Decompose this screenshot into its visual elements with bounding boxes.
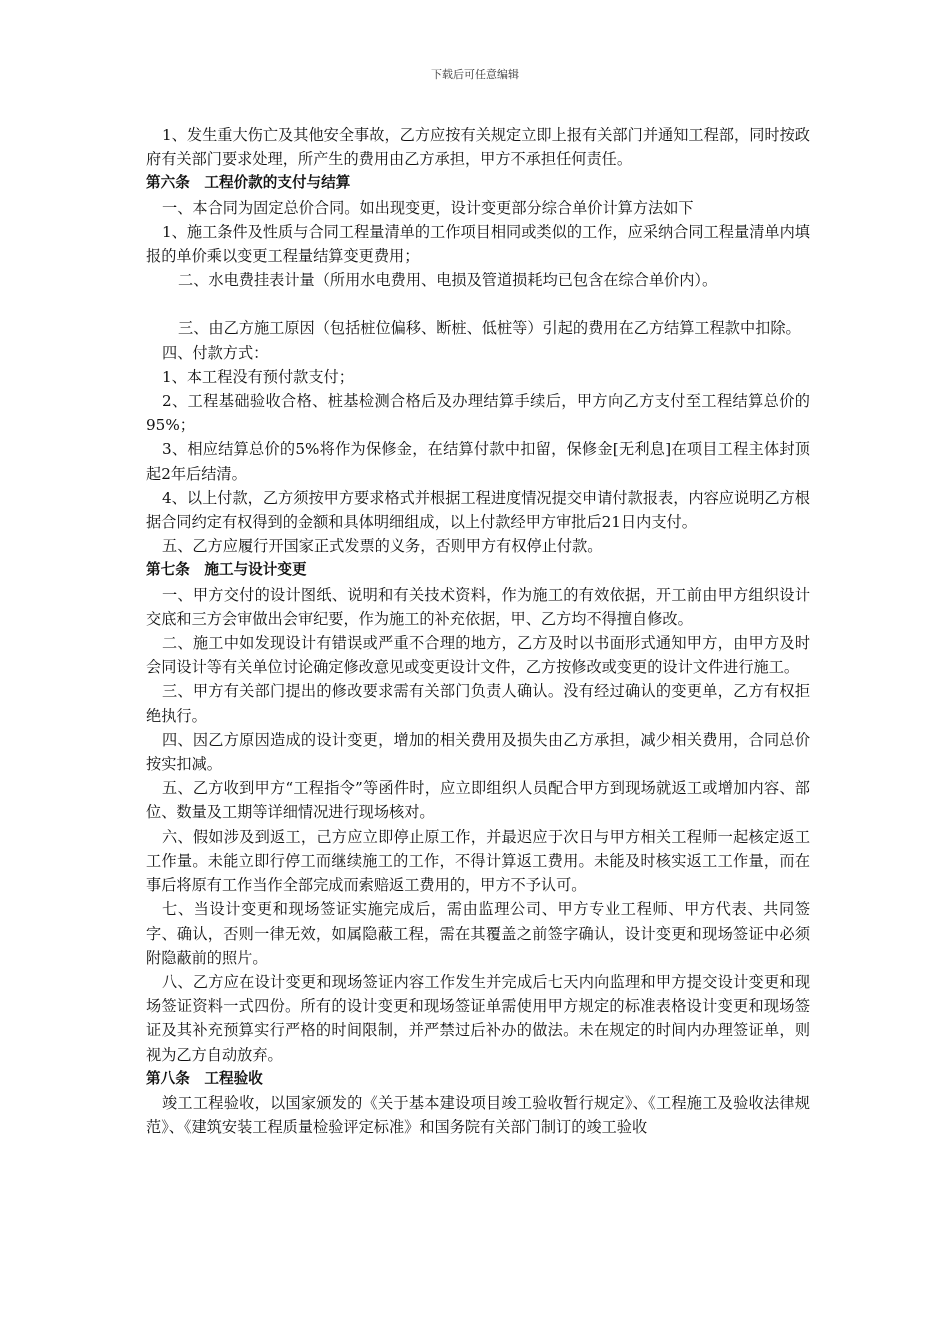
- paragraph: 4、以上付款，乙方须按甲方要求格式并根据工程进度情况提交申请付款报表，内容应说明乙方根据合同约定有权得到的金额和具体明细组成，以上付款经甲方审批后21日内支付。: [146, 488, 810, 532]
- paragraph: 二、施工中如发现设计有错误或严重不合理的地方，乙方及时以书面形式通知甲方，由甲方及时会同设计等有关单位讨论确定修改意见或变更设计文件，乙方按修改或变更的设计文件进行施工。: [146, 634, 810, 677]
- paragraph: 一、本合同为固定总价合同。如出现变更，设计变更部分综合单价计算方法如下: [162, 198, 694, 217]
- paragraph: 五、乙方收到甲方“工程指令”等函件时，应立即组织人员配合甲方到现场就返工或增加内容、部位、数量及工期等详细情况进行现场核对。: [146, 779, 810, 822]
- paragraph: 八、乙方应在设计变更和现场签证内容工作发生并完成后七天内向监理和甲方提交设计变更和现场签证资料一式四份。所有的设计变更和现场签证单需使用甲方规定的标准表格设计变更和现场签证及其补充预算实行严格的时间限制，并严禁过后补办的做法。未在规定的时间内办理签证单，则视为乙方自动放弃。: [146, 972, 810, 1064]
- paragraph: 2、工程基础验收合格、桩基检测合格后及办理结算手续后，甲方向乙方支付至工程结算总价的95%；: [146, 392, 810, 435]
- document-body: [146, 123, 810, 1139]
- paragraph: 四、付款方式：: [162, 343, 269, 362]
- section-heading: 第八条 工程验收: [146, 1069, 263, 1087]
- paragraph: 一、甲方交付的设计图纸、说明和有关技术资料，作为施工的有效依据，开工前由甲方组织设计交底和三方会审做出会审纪要，作为施工的补充依据，甲、乙方均不得擅自修改。: [146, 585, 810, 628]
- paragraph: 3、相应结算总价的5%将作为保修金，在结算付款中扣留，保修金[无利息]在项目工程主体封顶起2年后结清。: [146, 440, 810, 483]
- paragraph: 竣工工程验收，以国家颁发的《关于基本建设项目竣工验收暂行规定》、《工程施工及验收法律规范》、《建筑安装工程质量检验评定标准》和国务院有关部门制订的竣工验收: [146, 1093, 810, 1137]
- paragraph: 三、甲方有关部门提出的修改要求需有关部门负责人确认。没有经过确认的变更单，乙方有权拒绝执行。: [146, 682, 810, 725]
- paragraph: 二、水电费挂表计量（所用水电费用、电损及管道损耗均已包含在综合单价内）。: [178, 271, 718, 290]
- paragraph: 1、发生重大伤亡及其他安全事故，乙方应按有关规定立即上报有关部门并通知工程部，同时按政府有关部门要求处理，所产生的费用由乙方承担，甲方不承担任何责任。: [146, 126, 810, 169]
- blank-line: [146, 292, 810, 316]
- paragraph: 四、因乙方原因造成的设计变更，增加的相关费用及损失由乙方承担，减少相关费用，合同总价按实扣减。: [146, 730, 810, 774]
- paragraph: 1、本工程没有预付款支付；: [162, 367, 354, 386]
- paragraph: 五、乙方应履行开国家正式发票的义务，否则甲方有权停止付款。: [162, 537, 603, 556]
- section-heading: 第六条 工程价款的支付与结算: [146, 174, 351, 192]
- paragraph: 六、假如涉及到返工，己方应立即停止原工作，并最迟应于次日与甲方相关工程师一起核定返工工作量。未能立即行停工而继续施工的工作，不得计算返工费用。未能及时核实返工工作量，而在事后将原有工作当作全部完成而索赔返工费用的，甲方不予认可。: [146, 827, 810, 895]
- paragraph: 1、施工条件及性质与合同工程量清单的工作项目相同或类似的工作，应采纳合同工程量清单内填报的单价乘以变更工程量结算变更费用；: [146, 222, 810, 266]
- page-header: 下载后可任意编辑: [431, 68, 519, 81]
- paragraph: 三、由乙方施工原因（包括桩位偏移、断桩、低桩等）引起的费用在乙方结算工程款中扣除。: [178, 319, 801, 338]
- paragraph: 七、当设计变更和现场签证实施完成后，需由监理公司、甲方专业工程师、甲方代表、共同签字、确认，否则一律无效，如属隐蔽工程，需在其覆盖之前签字确认，设计变更和现场签证中必须附隐蔽前的照片。: [146, 900, 810, 967]
- section-heading: 第七条 施工与设计变更: [146, 561, 307, 579]
